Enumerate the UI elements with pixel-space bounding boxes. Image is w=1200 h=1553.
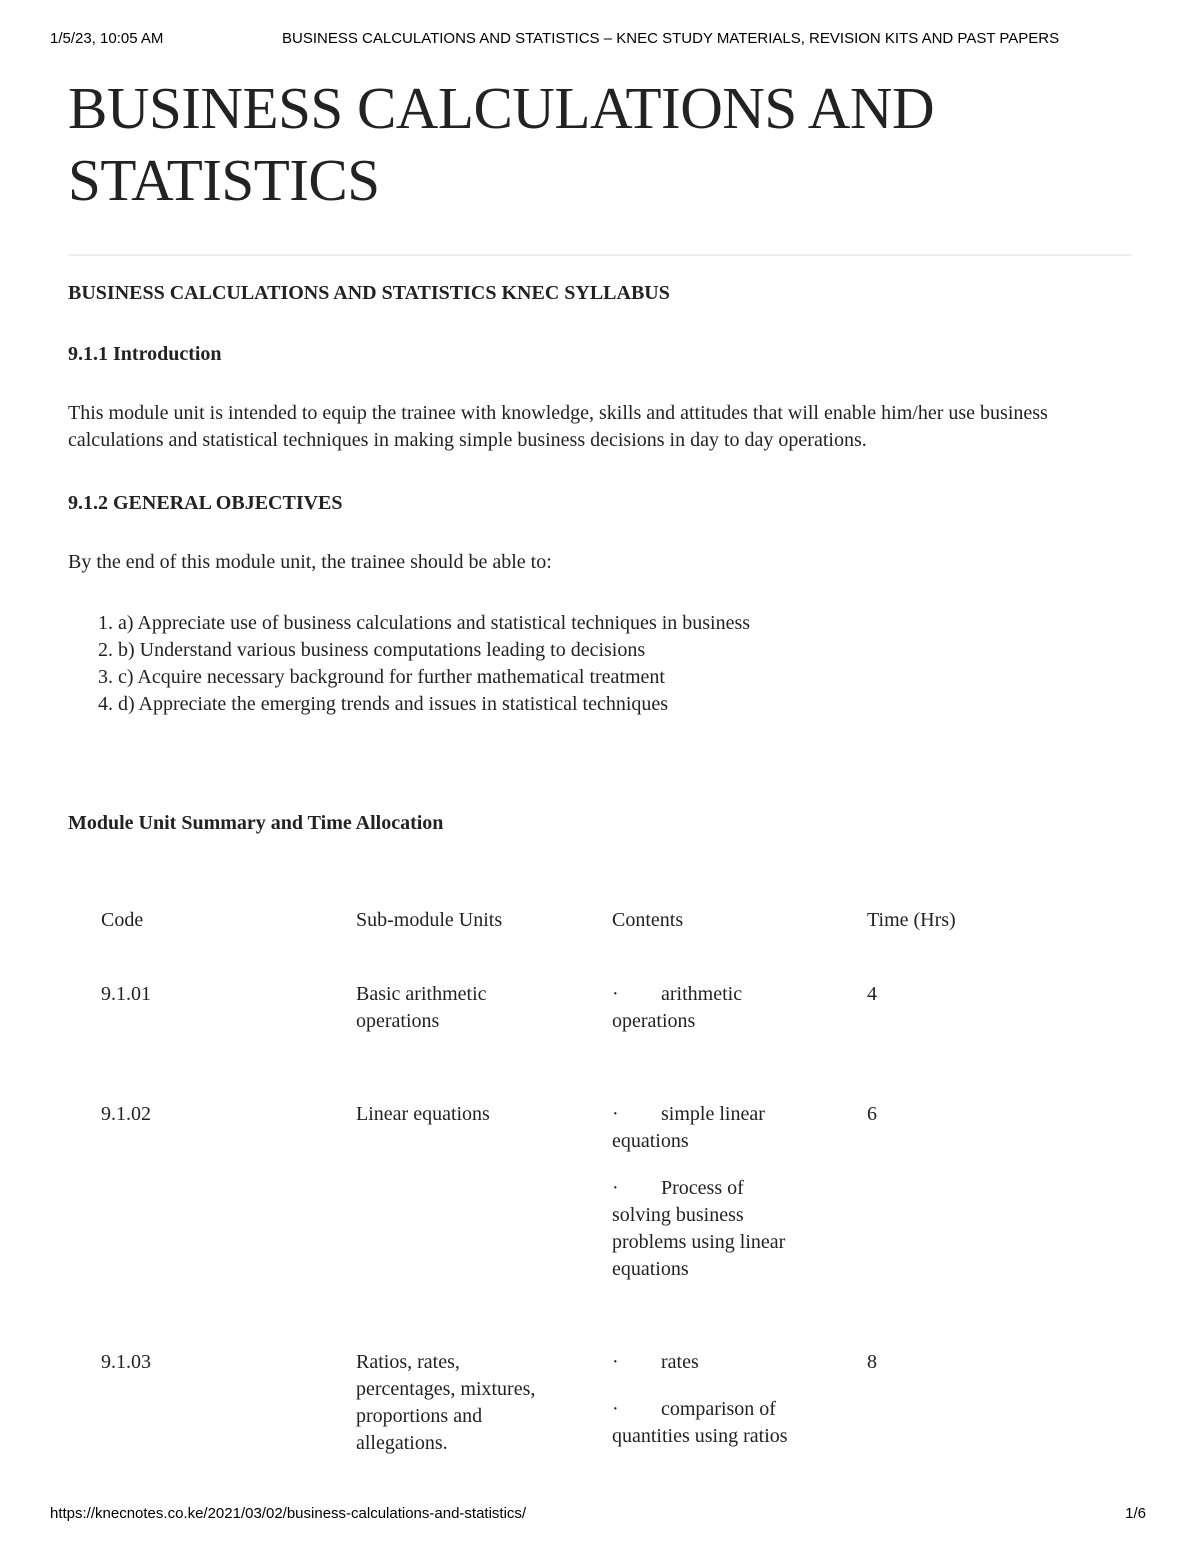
cell-unit	[356, 981, 612, 1101]
cell-code: 9.1.02	[101, 1103, 151, 1125]
header-time: Time (Hrs)	[867, 909, 956, 931]
table-row	[101, 1101, 1067, 1349]
print-header	[50, 30, 1150, 50]
intro-paragraph: This module unit is intended to equip the trainee with knowledge, skills and attitudes that will enable him/her use business calculations and statistical techniques in making simple business decisions in day to day operations.	[68, 402, 1048, 451]
objective-item: 4. d) Appreciate the emerging trends and issues in statistical techniques	[118, 691, 1132, 718]
objective-item: 1. a) Appreciate use of business calculations and statistical techniques in business	[118, 610, 1132, 637]
cell-unit-text: Linear equations	[356, 1103, 490, 1125]
content-text: arithmetic operations	[612, 983, 743, 1032]
content-bullet	[612, 981, 807, 1035]
header-code: Code	[101, 909, 144, 931]
content-text: Process of solving business problems using linear equations	[612, 1177, 786, 1280]
cell-unit	[356, 1349, 612, 1516]
article-title	[68, 72, 1132, 216]
print-datetime: 1/5/23, 10:05 AM	[50, 30, 164, 47]
table-header-row	[101, 907, 1067, 981]
bullet-dot: ·	[612, 1103, 619, 1125]
content-text: comparison of quantities using ratios	[612, 1398, 788, 1447]
print-url: https://knecnotes.co.ke/2021/03/02/business-calculations-and-statistics/	[50, 1505, 527, 1522]
content-bullet	[612, 1175, 807, 1283]
objective-item: 2. b) Understand various business computations leading to decisions	[118, 637, 1132, 664]
print-page-number: 1/6	[1125, 1505, 1146, 1522]
cell-unit-text: Basic arithmetic operations	[356, 983, 487, 1032]
header-contents: Contents	[612, 909, 684, 931]
cell-time: 8	[867, 1351, 877, 1373]
cell-code: 9.1.01	[101, 983, 151, 1005]
content-bullet	[612, 1349, 807, 1376]
intro-heading: 9.1.1 Introduction	[68, 343, 222, 365]
cell-time: 6	[867, 1103, 877, 1125]
article-title-line2: STATISTICS	[68, 147, 380, 213]
objectives-heading: 9.1.2 GENERAL OBJECTIVES	[68, 492, 343, 514]
objectives-list	[68, 610, 1132, 718]
objective-item: 3. c) Acquire necessary background for further mathematical treatment	[118, 664, 1132, 691]
unit-summary-table	[101, 907, 1067, 1516]
cell-contents	[612, 1101, 867, 1349]
syllabus-heading: BUSINESS CALCULATIONS AND STATISTICS KNEC SYLLABUS	[68, 282, 670, 304]
cell-unit-text: Ratios, rates, percentages, mixtures, proportions and allegations.	[356, 1351, 536, 1454]
cell-unit	[356, 1101, 612, 1349]
bullet-dot: ·	[612, 983, 619, 1005]
bullet-dot: ·	[612, 1398, 619, 1420]
article	[68, 70, 1132, 1516]
content-bullet	[612, 1396, 807, 1450]
summary-heading: Module Unit Summary and Time Allocation	[68, 812, 444, 834]
content-bullet	[612, 1101, 807, 1155]
cell-contents	[612, 1349, 867, 1516]
article-title-line1: BUSINESS CALCULATIONS AND	[68, 75, 935, 141]
objectives-lead: By the end of this module unit, the trainee should be able to:	[68, 551, 552, 573]
cell-contents	[612, 981, 867, 1101]
bullet-dot: ·	[612, 1351, 619, 1373]
table-row	[101, 1349, 1067, 1516]
cell-time: 4	[867, 983, 877, 1005]
print-page-title: BUSINESS CALCULATIONS AND STATISTICS – KNEC STUDY MATERIALS, REVISION KITS AND PAST PAPERS	[282, 30, 1060, 47]
header-sub-module: Sub-module Units	[356, 909, 503, 931]
content-text: simple linear equations	[612, 1103, 765, 1152]
content-text: rates	[661, 1351, 699, 1373]
bullet-dot: ·	[612, 1177, 619, 1199]
table-row	[101, 981, 1067, 1101]
title-separator	[68, 254, 1132, 256]
print-footer	[50, 1505, 1150, 1525]
cell-code: 9.1.03	[101, 1351, 151, 1373]
